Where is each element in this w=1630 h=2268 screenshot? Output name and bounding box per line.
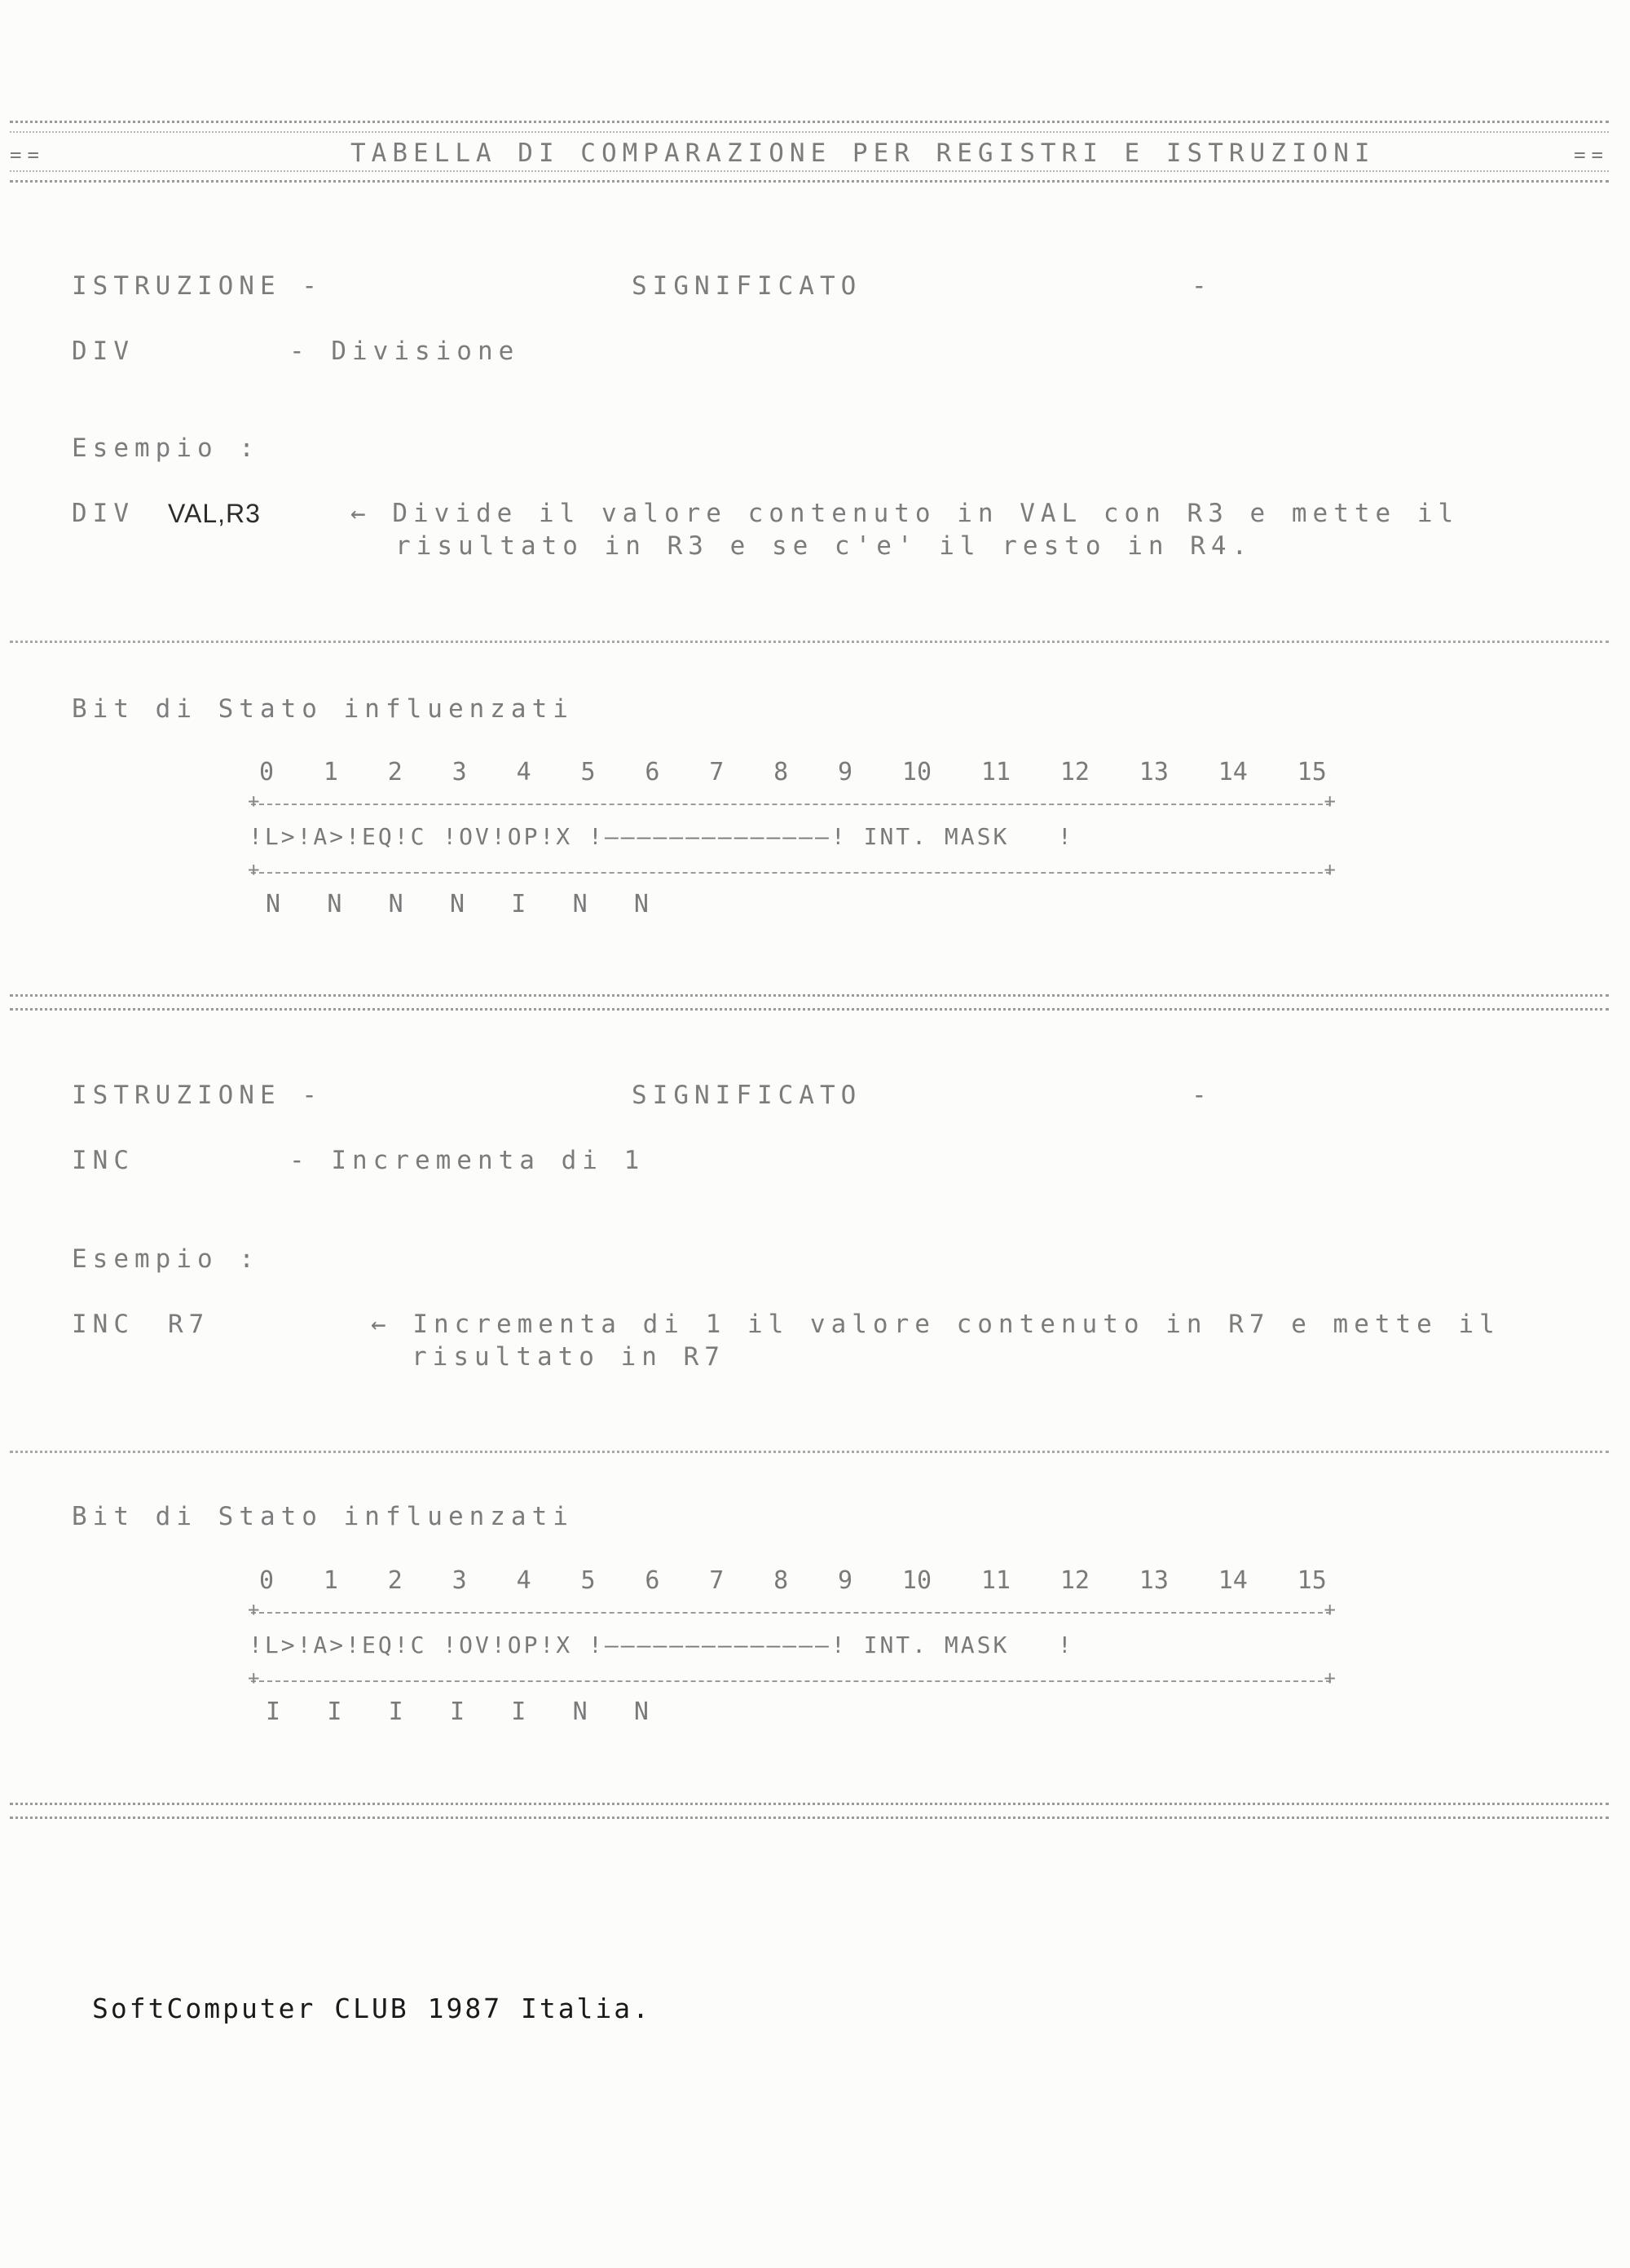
bit-number: 2	[387, 758, 403, 786]
example-args: VAL,R3	[168, 499, 261, 528]
flag-value: I	[511, 1698, 526, 1726]
example-op: INC	[72, 1310, 134, 1339]
bit-number: 4	[516, 1566, 531, 1595]
flag-value: I	[327, 1698, 342, 1726]
flag-value: N	[266, 890, 281, 918]
col-meaning-header: SIGNIFICATO	[632, 271, 862, 301]
bit-number: 9	[838, 1566, 853, 1595]
col-meaning-header: SIGNIFICATO	[632, 1081, 862, 1110]
affected-flags-row	[266, 890, 649, 918]
section-separator	[10, 994, 1609, 1011]
instruction-mnemonic: DIV	[72, 337, 134, 366]
flag-value: I	[511, 890, 526, 918]
bit-number: 10	[901, 1566, 932, 1595]
instruction-description: - Divisione	[289, 337, 520, 366]
bit-number: 10	[901, 758, 932, 786]
col-instruction-header: ISTRUZIONE -	[72, 1081, 323, 1110]
bit-number: 0	[259, 758, 275, 786]
bit-number: 15	[1297, 1566, 1327, 1595]
example-text-line-1: ← Divide il valore contenuto in VAL con R3 e mette il	[350, 499, 1460, 528]
bit-number: 8	[773, 758, 789, 786]
bit-number: 1	[323, 1566, 338, 1595]
bit-number: 3	[452, 758, 467, 786]
bit-number: 0	[259, 1566, 275, 1595]
page-title: TABELLA DI COMPARAZIONE PER REGISTRI E ISTRUZIONI	[350, 139, 1376, 168]
bit-number: 3	[452, 1566, 467, 1595]
section-divider	[10, 1451, 1609, 1453]
flag-value: N	[572, 890, 588, 918]
bit-number: 11	[980, 1566, 1011, 1595]
bit-number: 6	[645, 1566, 660, 1595]
bit-number: 13	[1139, 1566, 1169, 1595]
example-text-line-2: risultato in R7	[412, 1342, 725, 1372]
bit-number: 14	[1218, 1566, 1248, 1595]
col-dash: -	[1192, 271, 1213, 301]
bit-number: 9	[838, 758, 853, 786]
header-side-mark-right: ==	[1574, 143, 1609, 166]
bit-number: 8	[773, 1566, 789, 1595]
col-instruction-header: ISTRUZIONE -	[72, 271, 323, 301]
bit-number: 4	[516, 758, 531, 786]
bit-number-row	[259, 1566, 1327, 1595]
status-bits-label: Bit di Stato influenzati	[72, 694, 574, 724]
bit-number: 12	[1060, 1566, 1090, 1595]
flag-value: N	[572, 1698, 588, 1726]
instruction-description: - Incrementa di 1	[289, 1146, 645, 1175]
bit-number: 15	[1297, 758, 1327, 786]
example-label: Esempio :	[72, 1244, 260, 1274]
register-border-top	[251, 804, 1331, 805]
bit-number: 2	[387, 1566, 403, 1595]
bit-number: 14	[1218, 758, 1248, 786]
flag-value: N	[327, 890, 342, 918]
affected-flags-row	[266, 1698, 649, 1726]
section-separator	[10, 1803, 1609, 1819]
bit-number: 1	[323, 758, 338, 786]
bit-number-row	[259, 758, 1327, 786]
flag-value: I	[449, 1698, 465, 1726]
flag-value: N	[449, 890, 465, 918]
example-op: DIV	[72, 499, 134, 528]
bit-number: 13	[1139, 758, 1169, 786]
example-args: R7	[168, 1310, 210, 1339]
bit-number: 6	[645, 758, 660, 786]
example-text-line-1: ← Incrementa di 1 il valore contenuto in R7 e mette il	[371, 1310, 1500, 1339]
register-border-top	[251, 1612, 1331, 1614]
register-border-bottom	[251, 872, 1331, 874]
flag-value: N	[633, 890, 649, 918]
bit-number: 7	[709, 758, 725, 786]
bit-number: 5	[580, 758, 596, 786]
example-label: Esempio :	[72, 434, 260, 463]
footer-credit: SoftComputer CLUB 1987 Italia.	[92, 1993, 652, 2024]
status-register-layout: !L>!A>!EQ!C !OV!OP!X !——————————————! INT. MASK !	[249, 823, 1074, 850]
flag-value: N	[388, 890, 403, 918]
example-text-line-2: risultato in R3 e se c'e' il resto in R4.	[395, 531, 1253, 561]
status-register-layout: !L>!A>!EQ!C !OV!OP!X !——————————————! INT. MASK !	[249, 1632, 1074, 1658]
register-border-bottom	[251, 1680, 1331, 1682]
bit-number: 12	[1060, 758, 1090, 786]
header-side-mark-left: ==	[10, 143, 45, 166]
bit-number: 5	[580, 1566, 596, 1595]
flag-value: I	[388, 1698, 403, 1726]
bit-number: 11	[980, 758, 1011, 786]
col-dash: -	[1192, 1081, 1213, 1110]
section-divider	[10, 641, 1609, 643]
bit-number: 7	[709, 1566, 725, 1595]
status-bits-label: Bit di Stato influenzati	[72, 1502, 574, 1531]
flag-value: N	[633, 1698, 649, 1726]
flag-value: I	[266, 1698, 281, 1726]
instruction-mnemonic: INC	[72, 1146, 134, 1175]
